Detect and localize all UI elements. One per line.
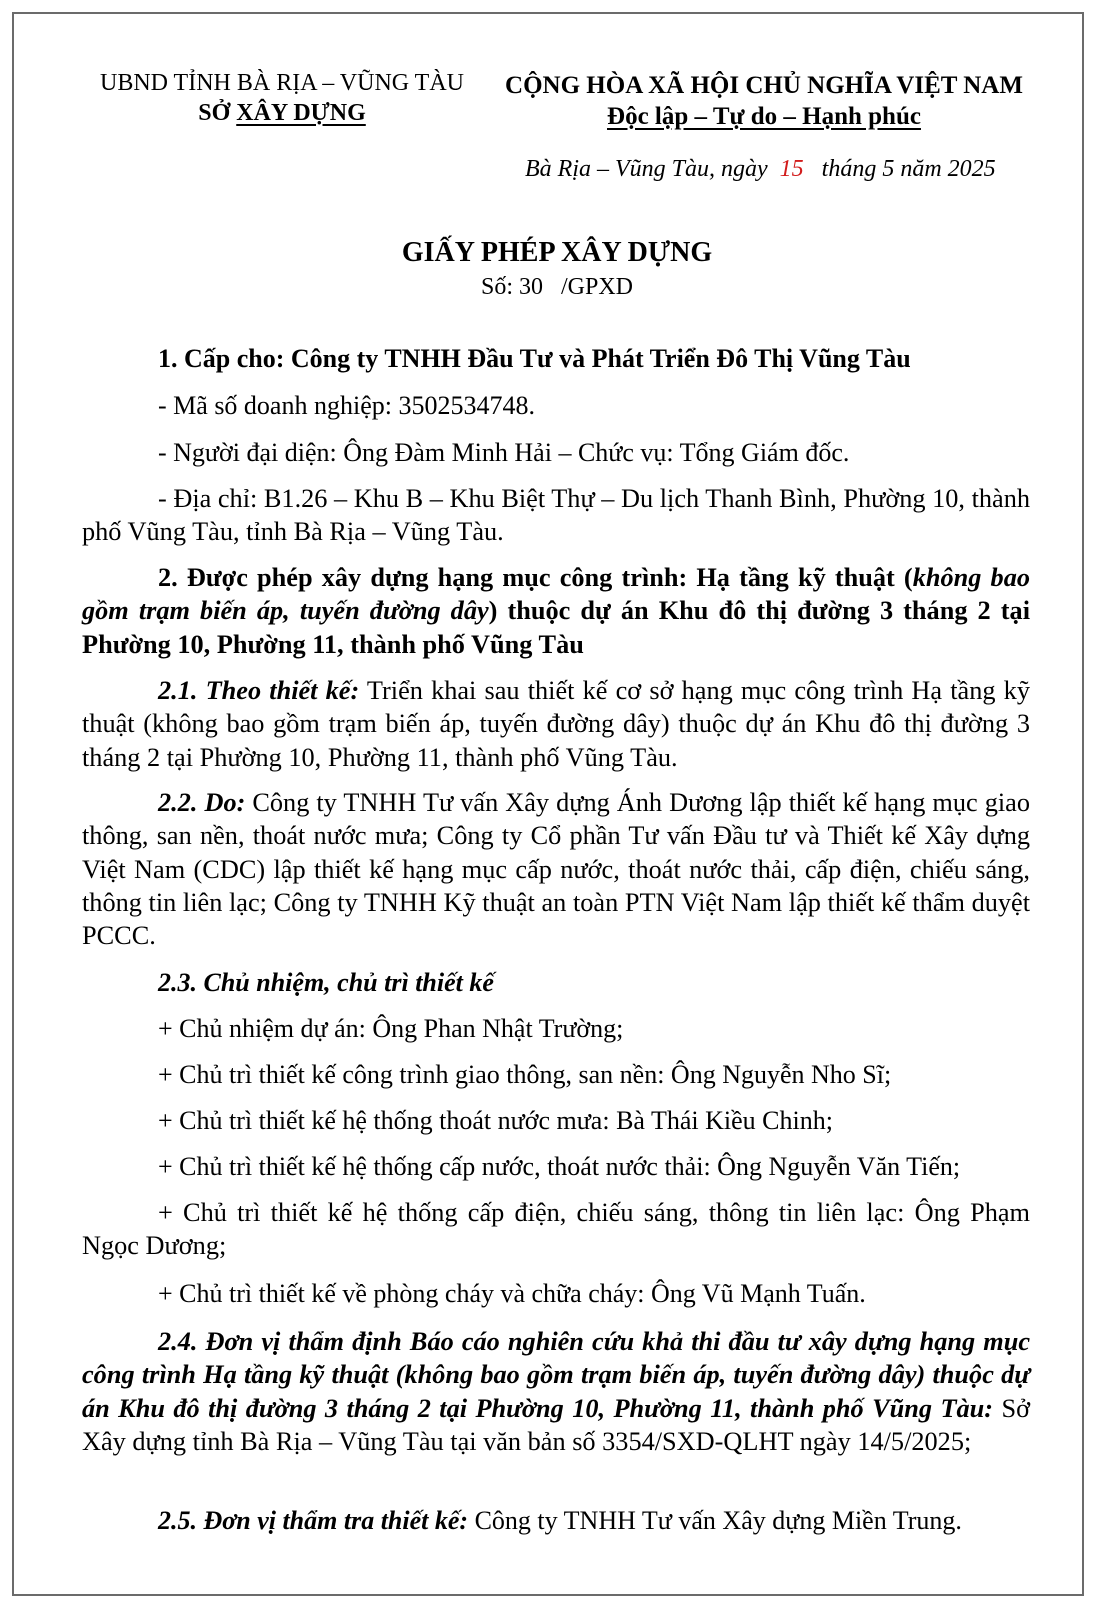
section24 — [82, 1325, 1030, 1458]
section2-heading-italic: không bao gồm trạm biến áp, tuyến đường dây — [82, 563, 1030, 626]
date-suffix: tháng 5 năm 2025 — [821, 156, 996, 182]
designer-item: + Chủ trì thiết kế hệ thống cấp nước, thoát nước thải: Ông Nguyễn Văn Tiến; — [158, 1152, 961, 1181]
number-value: 30 — [519, 274, 543, 300]
agency-name: XÂY DỰNG — [236, 100, 366, 126]
designer-item: + Chủ trì thiết kế về phòng cháy và chữa cháy: Ông Vũ Mạnh Tuấn. — [158, 1279, 866, 1308]
section25 — [158, 1504, 962, 1538]
motto-text: Độc lập – Tự do – Hạnh phúc — [607, 103, 921, 130]
section2-heading-a: 2. Được phép xây dựng hạng mục công trình: Hạ tầng kỹ thuật ( — [158, 563, 913, 592]
section2-heading — [82, 561, 1030, 661]
section24-label: 2.4. Đơn vị thẩm định Báo cáo nghiên cứu khả thi đầu tư xây dựng hạng mục công trình Hạ tầng kỹ thuật (không bao gồm trạm biến áp, tuyến đường dây) thuộc dự án Khu đô thị đường 3 tháng 2 tại Phường 10, Phường 11, thành phố Vũng Tàu: — [82, 1327, 1030, 1423]
designer-item: + Chủ nhiệm dự án: Ông Phan Nhật Trường; — [158, 1014, 624, 1043]
agency-line — [90, 100, 474, 127]
tax-code: - Mã số doanh nghiệp: 3502534748. — [158, 391, 535, 420]
section21 — [82, 674, 1030, 774]
number-prefix: Số: — [480, 274, 513, 300]
agency-parent: UBND TỈNH BÀ RỊA – VŨNG TÀU — [99, 70, 465, 96]
address: - Địa chỉ: B1.26 – Khu B – Khu Biệt Thự – Du lịch Thanh Bình, Phường 10, thành phố Vũng Tàu, tỉnh Bà Rịa – Vũng Tàu. — [82, 484, 1030, 547]
number-suffix: /GPXD — [561, 274, 634, 300]
agency-prefix: SỞ — [198, 100, 237, 126]
section21-label: 2.1. Theo thiết kế: — [158, 676, 360, 705]
section21-block — [82, 674, 1030, 774]
designer-item: + Chủ trì thiết kế công trình giao thông, san nền: Ông Nguyễn Nho Sĩ; — [158, 1060, 892, 1089]
section2-heading-b: ) thuộc dự án Khu đô thị đường 3 tháng 2 tại Phường 10, Phường 11, thành phố Vũng Tàu — [82, 596, 1030, 659]
section24-text: Sở Xây dựng tỉnh Bà Rịa – Vũng Tàu tại văn bản số 3354/SXD-QLHT ngày 14/5/2025; — [82, 1393, 1031, 1456]
representative: - Người đại diện: Ông Đàm Minh Hải – Chức vụ: Tổng Giám đốc. — [158, 438, 850, 467]
section21-text: Triển khai sau thiết kế cơ sở hạng mục công trình Hạ tầng kỹ thuật (không bao gồm trạm biến áp, tuyến đường dây) thuộc dự án Khu đô thị đường 3 tháng 2 tại Phường 10, Phường 11, thành phố Vũng Tàu. — [82, 676, 1030, 772]
address-block — [82, 482, 1030, 549]
document-title: GIẤY PHÉP XÂY DỰNG — [401, 237, 713, 268]
section25-text: Công ty TNHH Tư vấn Xây dựng Miền Trung. — [468, 1506, 962, 1535]
section22-text: Công ty TNHH Tư vấn Xây dựng Ánh Dương lập thiết kế hạng mục giao thông, san nền, thoát nước mưa; Công ty Cổ phần Tư vấn Đầu tư và Thiết kế Xây dựng Việt Nam (CDC) lập thiết kế hạng mục cấp nước, thoát nước thải, cấp điện, chiếu sáng, thông tin liên lạc; Công ty TNHH Kỹ thuật an toàn PTN Việt Nam lập thiết kế thẩm duyệt PCCC. — [82, 788, 1030, 951]
section22 — [82, 786, 1030, 952]
section25-label: 2.5. Đơn vị thẩm tra thiết kế: — [158, 1506, 469, 1535]
section22-label: 2.2. Do: — [158, 788, 246, 817]
section23-heading: 2.3. Chủ nhiệm, chủ trì thiết kế — [158, 968, 494, 997]
designer-item: + Chủ trì thiết kế hệ thống thoát nước mưa: Bà Thái Kiều Chinh; — [158, 1106, 833, 1135]
section2-heading-block — [82, 561, 1030, 661]
date-prefix: Bà Rịa – Vũng Tàu, ngày — [525, 156, 768, 182]
section22-block — [82, 786, 1030, 952]
issue-date — [525, 156, 996, 183]
section1-heading: 1. Cấp cho: Công ty TNHH Đầu Tư và Phát Triển Đô Thị Vũng Tàu — [158, 344, 911, 373]
date-day: 15 — [779, 156, 804, 182]
motto — [494, 103, 1034, 131]
designer-item-block — [82, 1196, 1030, 1263]
section24-block — [82, 1325, 1030, 1458]
designer-item: + Chủ trì thiết kế hệ thống cấp điện, chiếu sáng, thông tin liên lạc: Ông Phạm Ngọc Dương; — [82, 1198, 1030, 1261]
document-number — [0, 274, 1114, 301]
nation-name: CỘNG HÒA XÃ HỘI CHỦ NGHĨA VIỆT NAM — [505, 72, 1023, 99]
